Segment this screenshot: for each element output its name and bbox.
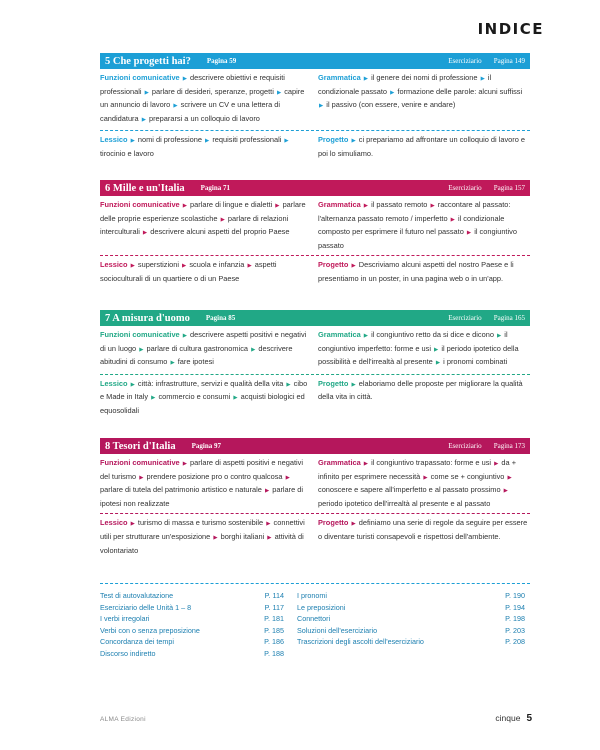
unit-page: Pagina 97 — [191, 442, 221, 450]
arrow-icon: ▶ — [205, 138, 210, 145]
arrow-icon: ▶ — [319, 103, 324, 110]
funzioni-block: Funzioni comunicative ▶ descrivere aspetti positivi e negativi di un luogo ▶ parlare di cultura gastronomica ▶ descrivere abitudini di consumo ▶ fare ipotesi — [100, 330, 307, 367]
arrow-icon: ▶ — [233, 395, 238, 402]
arrow-icon: ▶ — [182, 461, 187, 467]
exercise-label: Eserciziario — [448, 442, 482, 450]
exercise-page: Pagina 173 — [493, 442, 525, 450]
arrow-icon: ▶ — [130, 138, 135, 145]
arrow-icon: ▶ — [247, 263, 252, 270]
arrow-icon: ▶ — [480, 76, 485, 82]
lessico-block: Lessico ▶ nomi di professione ▶ requisiti professionali ▶ tirocinio e lavoro — [100, 135, 289, 158]
arrow-icon: ▶ — [423, 474, 428, 481]
arrow-icon: ▶ — [284, 138, 289, 145]
arrow-icon: ▶ — [182, 203, 187, 209]
arrow-icon: ▶ — [435, 360, 441, 367]
funzioni-block: Funzioni comunicative ▶ parlare di lingue e dialetti ▶ parlare delle proprie esperienze scolastiche ▶ parlare di relazioni interculturali ▶ descrivere alcuni aspetti del proprio Paese — [100, 200, 306, 237]
progetto-block: Progetto ▶ Descriviamo alcuni aspetti del nostro Paese e li presentiamo in un poster, in una pagina web o in un'app. — [318, 260, 514, 283]
grammatica-block: Grammatica ▶ il congiuntivo retto da si dice e dicono ▶ il congiuntivo imperfetto: forme e usi ▶ il periodo ipotetico della possibilità e dell'irrealtà al presente ▶ i pronomi combinati — [318, 330, 519, 367]
unit-header-bar — [100, 310, 530, 326]
arrow-icon: ▶ — [182, 263, 187, 270]
exercise-page: Pagina 157 — [493, 184, 525, 192]
arrow-icon: ▶ — [142, 230, 148, 237]
arrow-icon: ▶ — [450, 216, 455, 223]
arrow-icon: ▶ — [363, 76, 369, 82]
unit-6 — [100, 180, 530, 285]
arrow-icon: ▶ — [351, 263, 356, 270]
page-number-footer — [495, 713, 532, 724]
toc-item[interactable]: Trascrizioni degli ascolti dell'eserciziario P. 208 — [297, 637, 525, 646]
toc-right — [297, 590, 525, 648]
arrow-icon: ▶ — [144, 89, 149, 96]
arrow-icon: ▶ — [139, 474, 144, 481]
arrow-icon: ▶ — [130, 381, 135, 388]
lessico-block: Lessico ▶ superstizioni ▶ scuola e infanzia ▶ aspetti socioculturali di un quartiere o di un Paese — [100, 260, 277, 283]
toc-item[interactable]: I verbi irregolari P. 181 — [100, 614, 284, 623]
unit-title: 6 Mille e un'Italia — [105, 182, 185, 194]
arrow-icon: ▶ — [266, 521, 271, 528]
toc-item[interactable]: Test di autovalutazione P. 114 — [100, 591, 284, 600]
progetto-block: Progetto ▶ ci prepariamo ad affrontare un colloquio di lavoro e poi lo simuliamo. — [318, 135, 526, 158]
arrow-icon: ▶ — [130, 521, 135, 528]
arrow-icon: ▶ — [173, 103, 178, 110]
unit-header-bar — [100, 180, 530, 196]
exercise-label: Eserciziario — [448, 184, 482, 192]
exercise-label: Eserciziario — [448, 57, 482, 65]
unit-page: Pagina 71 — [200, 184, 230, 192]
toc-item[interactable]: Verbi con o senza preposizione P. 185 — [100, 625, 284, 635]
arrow-icon: ▶ — [267, 534, 272, 541]
arrow-icon: ▶ — [363, 461, 369, 467]
arrow-icon: ▶ — [151, 395, 156, 402]
unit-header-bar — [100, 53, 530, 69]
arrow-icon: ▶ — [182, 333, 187, 339]
toc-left — [100, 590, 284, 659]
arrow-icon: ▶ — [434, 346, 439, 353]
arrow-icon: ▶ — [390, 89, 395, 96]
grammatica-block: Grammatica ▶ il genere dei nomi di professione ▶ il condizionale passato ▶ formazione delle parole: alcuni suffissi ▶ il passivo (con essere, venire e andare) — [318, 73, 523, 110]
unit-title: 8 Tesori d'Italia — [105, 440, 176, 452]
toc-item[interactable]: Soluzioni dell'eserciziario P. 203 — [297, 625, 525, 635]
arrow-icon: ▶ — [213, 534, 218, 541]
arrow-icon: ▶ — [466, 230, 472, 237]
funzioni-block: Funzioni comunicative ▶ descrivere obiettivi e requisiti professionali ▶ parlare di desideri, speranze, progetti ▶ capire un annuncio di lavoro ▶ scrivere un CV e una lettera di candidatura ▶ prepararsi a un colloquio di lavoro — [100, 73, 305, 123]
unit-8 — [100, 438, 530, 556]
grammatica-block: Grammatica ▶ il congiuntivo trapassato: forme e usi ▶ da + infinito per esprimere necessità ▶ come se + congiuntivo ▶ conoscere e sapere all'imperfetto e al passato prossimo ▶ periodo ipotetico dell'irrealtà al presente e al passato — [318, 458, 517, 508]
arrow-icon: ▶ — [363, 203, 369, 209]
publisher-name: ALMA Edizioni — [100, 716, 146, 723]
toc-item[interactable]: Connettori P. 198 — [297, 614, 525, 623]
arrow-icon: ▶ — [220, 216, 225, 223]
toc-item[interactable]: Eserciziario delle Unità 1 – 8 P. 117 — [100, 602, 284, 612]
exercise-page: Pagina 165 — [493, 314, 525, 322]
arrow-icon: ▶ — [141, 116, 146, 123]
arrow-icon: ▶ — [351, 521, 356, 528]
arrow-icon: ▶ — [264, 488, 270, 495]
arrow-icon: ▶ — [275, 203, 280, 209]
arrow-icon: ▶ — [494, 461, 499, 467]
progetto-block: Progetto ▶ elaboriamo delle proposte per migliorare la qualità della vita in città. — [318, 378, 523, 402]
unit-title: 7 A misura d'uomo — [105, 312, 190, 324]
arrow-icon: ▶ — [351, 138, 356, 145]
toc-item[interactable]: Discorso indiretto P. 188 — [100, 648, 284, 658]
arrow-icon: ▶ — [507, 474, 512, 481]
toc-divider — [100, 583, 530, 584]
arrow-icon: ▶ — [285, 474, 290, 481]
arrow-icon: ▶ — [130, 263, 135, 270]
unit-page: Pagina 59 — [206, 57, 237, 65]
exercise-page: Pagina 149 — [493, 57, 525, 65]
toc-item[interactable]: I pronomi P. 190 — [297, 591, 525, 600]
unit-7 — [100, 310, 530, 417]
arrow-icon: ▶ — [503, 488, 508, 495]
arrow-icon: ▶ — [286, 381, 291, 388]
funzioni-block: Funzioni comunicative ▶ parlare di aspetti positivi e negativi del turismo ▶ prendere posizione pro o contro qualcosa ▶ parlare di tutela del patrimonio artistico e naturale ▶ parlare di ipotesi non realizzate — [100, 458, 304, 508]
lessico-block: Lessico ▶ città: infrastrutture, servizi e qualità della vita ▶ cibo e Made in Italy ▶ commercio e consumi ▶ acquisti biologici ed equosolidali — [100, 378, 308, 415]
arrow-icon: ▶ — [497, 333, 502, 339]
arrow-icon: ▶ — [363, 333, 369, 339]
page-title: INDICE — [477, 20, 544, 38]
unit-page: Pagina 85 — [205, 314, 236, 322]
toc-item[interactable]: Le preposizioni P. 194 — [297, 602, 525, 612]
toc-item[interactable]: Concordanza dei tempi P. 186 — [100, 637, 284, 646]
progetto-block: Progetto ▶ definiamo una serie di regole da seguire per essere o diventare turisti consapevoli e rispettosi dell'ambiente. — [318, 518, 528, 541]
arrow-icon: ▶ — [182, 76, 187, 82]
page-word: cinque — [495, 713, 521, 723]
arrow-icon: ▶ — [276, 89, 282, 96]
arrow-icon: ▶ — [351, 381, 356, 388]
unit-title: 5 Che progetti hai? — [105, 55, 191, 67]
unit-5 — [100, 53, 530, 160]
arrow-icon: ▶ — [139, 346, 144, 353]
exercise-label: Eserciziario — [448, 314, 482, 322]
unit-header-bar — [100, 438, 530, 454]
lessico-block: Lessico ▶ turismo di massa e turismo sostenibile ▶ connettivi utili per strutturare un'esposizione ▶ borghi italiani ▶ attività di volontariato — [100, 518, 305, 555]
page-number: 5 — [526, 713, 532, 724]
grammatica-block: Grammatica ▶ il passato remoto ▶ raccontare al passato: l'alternanza passato remoto / imperfetto ▶ il condizionale composto per esprimere il futuro nel passato ▶ il congiuntivo passato — [318, 200, 517, 250]
arrow-icon: ▶ — [170, 360, 175, 367]
arrow-icon: ▶ — [251, 346, 256, 353]
arrow-icon: ▶ — [430, 203, 435, 209]
